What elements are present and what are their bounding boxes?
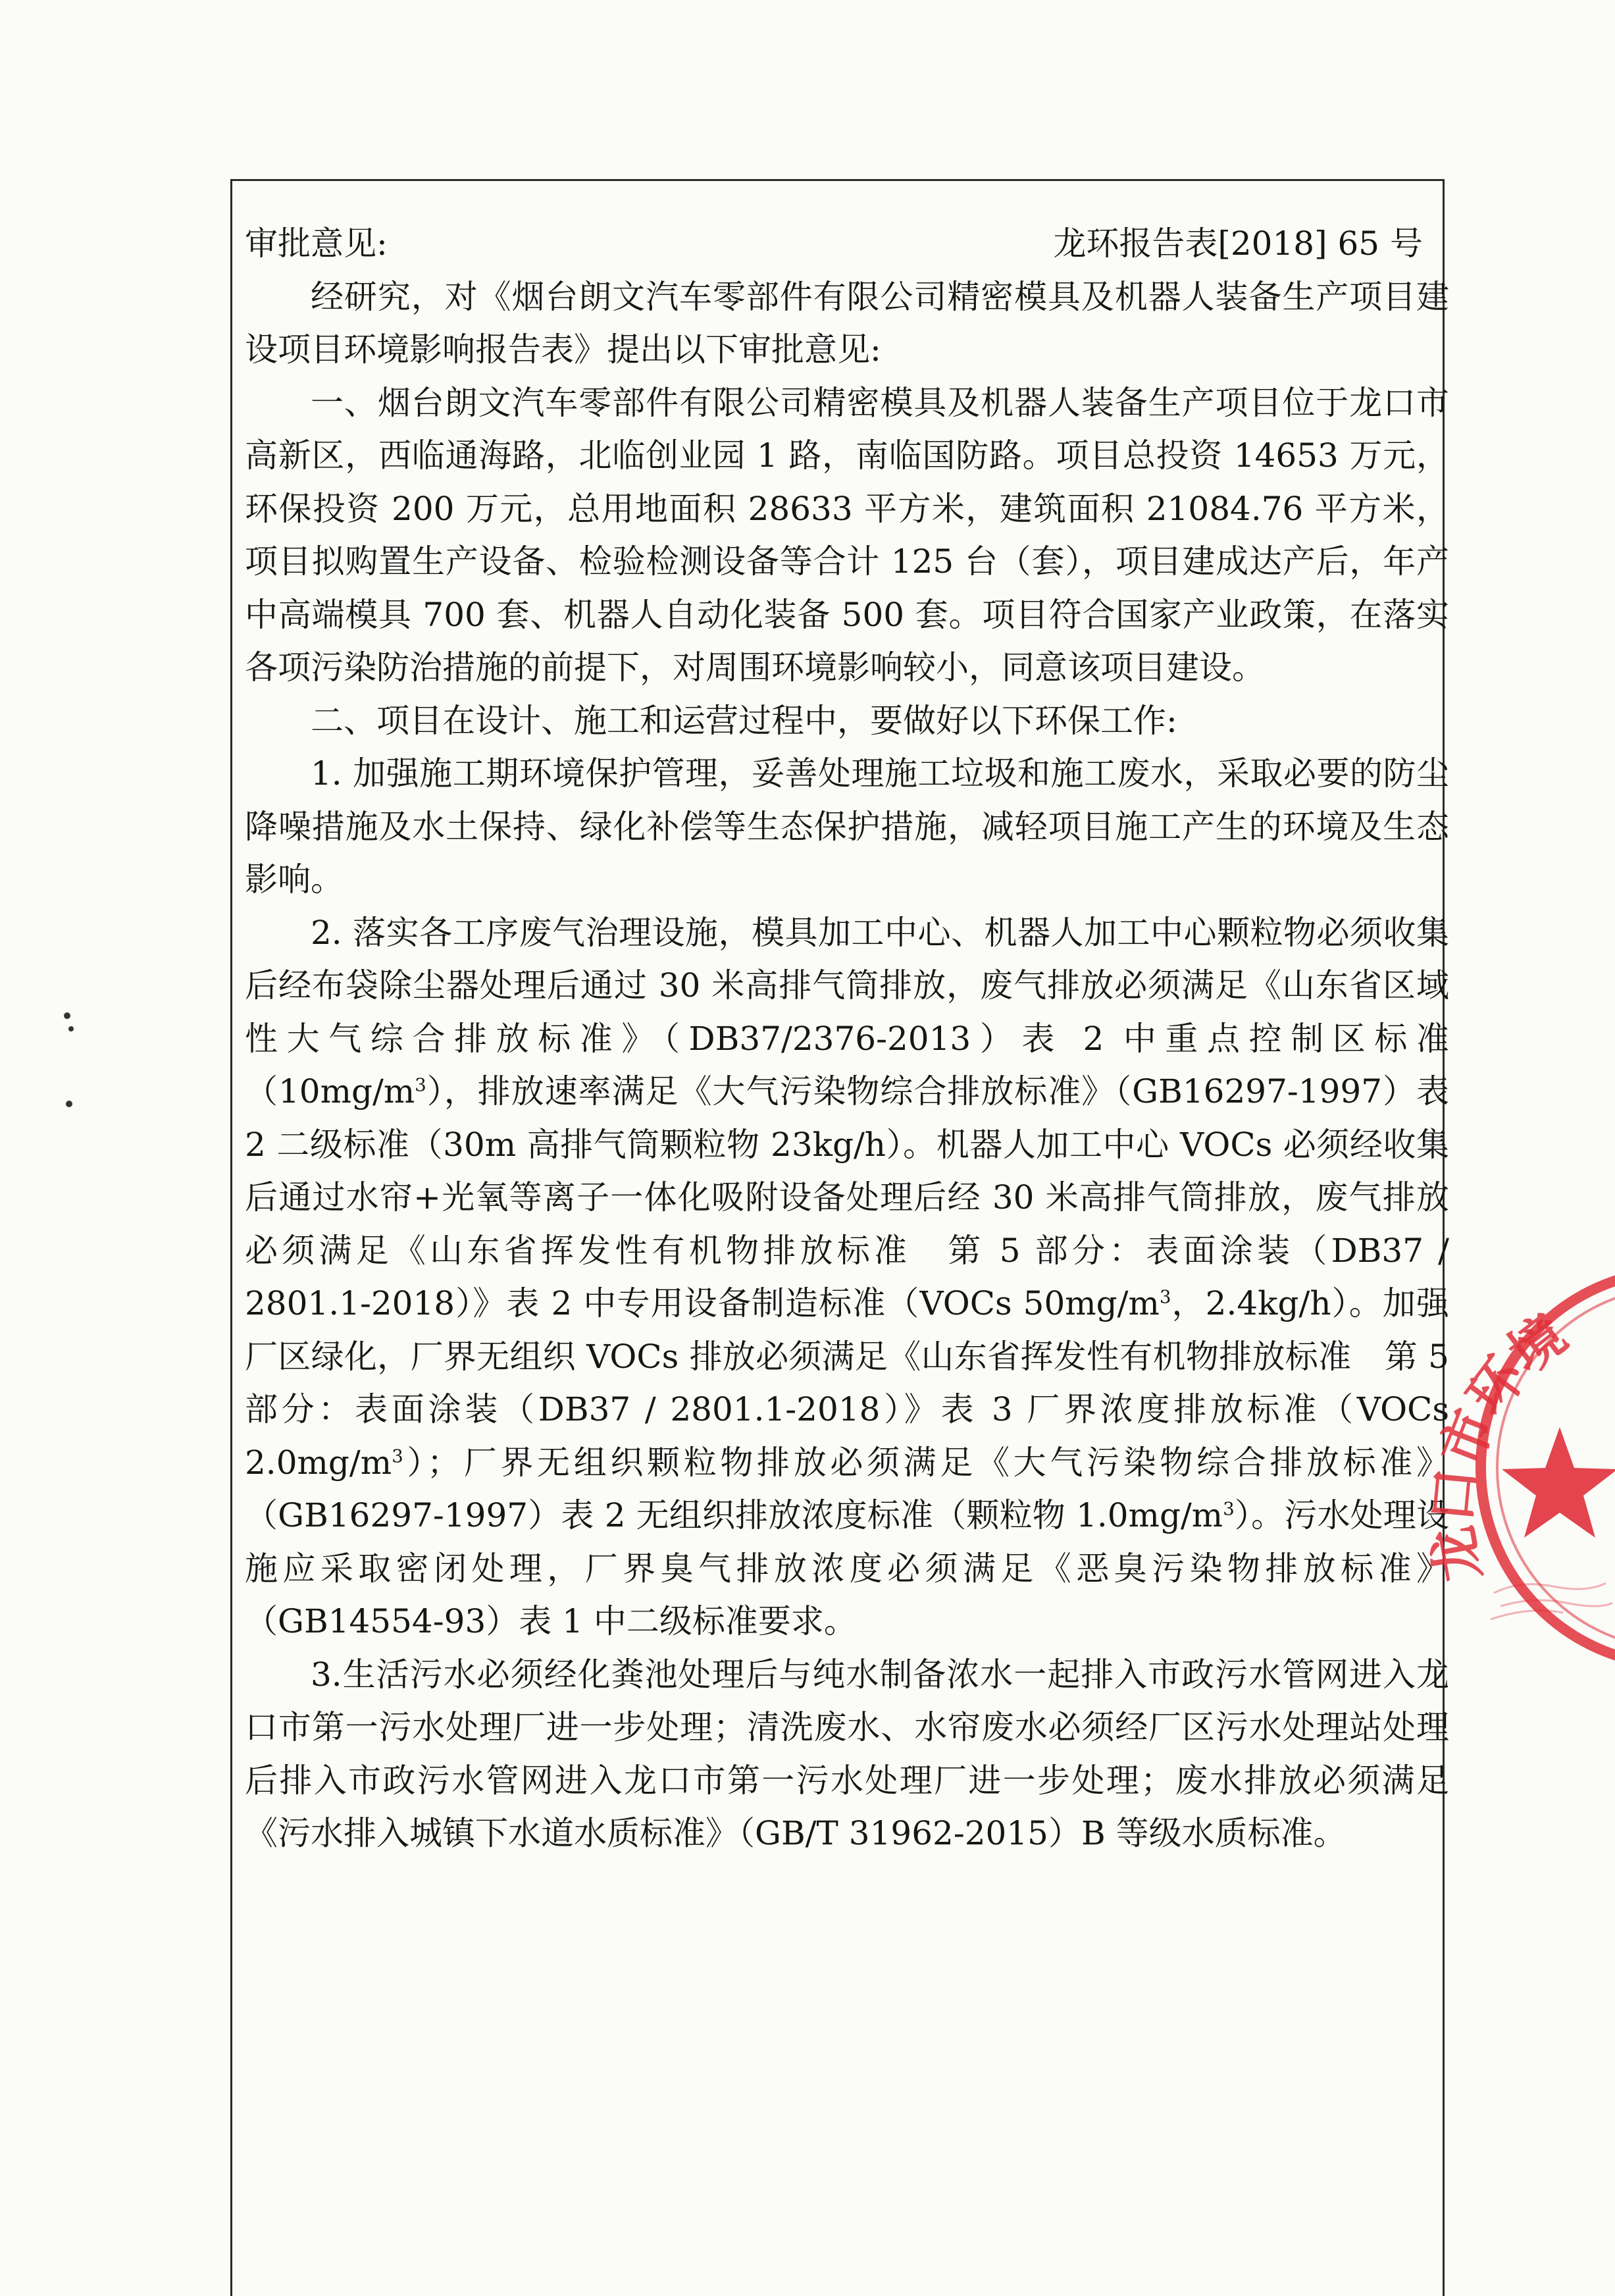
official-seal-stamp <box>1420 1251 1615 1672</box>
approval-label: 审批意见: <box>245 224 388 263</box>
header-line <box>245 217 1449 271</box>
exhaust-text-4: ）；厂界无组织颗粒物排放必须满足《大气污染物综合排放标准》（GB16297-1997）表 2 无组织排放浓度标准（颗粒物 1.0mg/m <box>245 1443 1449 1534</box>
exhaust-text-5: ）。污水处理设施应采取密闭处理，厂界臭气排放浓度必须满足《恶臭污染物排放标准》（GB14554-93）表 1 中二级标准要求。 <box>245 1496 1449 1640</box>
paragraph-project-overview: 一、烟台朗文汽车零部件有限公司精密模具及机器人装备生产项目位于龙口市高新区，西临通海路，北临创业园 1 路，南临国防路。项目总投资 14653 万元，环保投资 200 万元，总用地面积 28633 平方米，建筑面积 21084.76 平方米，项目拟购置生产设备、检验检测设备等合计 125 台（套），项目建成达产后，年产中高端模具 700 套、机器人自动化装备 500 套。项目符合国家产业政策，在落实各项污染防治措施的前提下，对周围环境影响较小，同意该项目建设。 <box>245 383 1449 687</box>
exhaust-text-2: ），排放速率满足《大气污染物综合排放标准》（GB16297-1997）表 2 二级标准（30m 高排气筒颗粒物 23kg/h）。机器人加工中心 VOCs 必须经收集后通过水帘+光氧等离子一体化吸附设备处理后经 30 米高排气筒排放，废气排放必须满足《山东省挥发性有机物排放标准 第 5 部分：表面涂装（DB37 / 2801.1-2018）》表 2 中专用设备制造标准（VOCs 50mg/m <box>245 1072 1449 1322</box>
approval-opinion-body <box>245 217 1449 1860</box>
superscript-cube-3: 3 <box>392 1445 403 1467</box>
document-number: 龙环报告表[2018] 65 号 <box>1053 224 1423 263</box>
superscript-cube-2: 3 <box>1159 1286 1171 1308</box>
superscript-cube-1: 3 <box>415 1074 426 1096</box>
binding-hole-marks <box>58 1010 84 1116</box>
paragraph-exhaust-treatment <box>245 906 1449 1648</box>
exhaust-text-3: ，2.4kg/h）。加强厂区绿化，厂界无组织 VOCs 排放必须满足《山东省挥发性有机物排放标准 第 5 部分：表面涂装（DB37 / 2801.1-2018）》表 3 厂界浓度排放标准（VOCs 2.0mg/m <box>245 1284 1449 1482</box>
superscript-cube-4: 3 <box>1223 1498 1235 1520</box>
paragraph-wastewater: 3.生活污水必须经化粪池处理后与纯水制备浓水一起排入市政污水管网进入龙口市第一污水处理厂进一步处理；清洗废水、水帘废水必须经厂区污水处理站处理后排入市政污水管网进入龙口市第一污水处理厂进一步处理；废水排放必须满足《污水排入城镇下水道水质标准》（GB/T 31962-2015）B 等级水质标准。 <box>245 1655 1449 1852</box>
paragraph-requirements-heading: 二、项目在设计、施工和运营过程中，要做好以下环保工作: <box>311 701 1177 740</box>
paragraph-construction-protection: 1. 加强施工期环境保护管理，妥善处理施工垃圾和施工废水，采取必要的防尘降噪措施及水土保持、绿化补偿等生态保护措施，减轻项目施工产生的环境及生态影响。 <box>245 754 1449 899</box>
exhaust-text-1: 2. 落实各工序废气治理设施，模具加工中心、机器人加工中心颗粒物必须收集后经布袋除尘器处理后通过 30 米高排气筒排放，废气排放必须满足《山东省区域性大气综合排放标准》（DB37/2376-2013）表 2 中重点控制区标准（10mg/m <box>245 913 1449 1110</box>
intro-paragraph: 经研究，对《烟台朗文汽车零部件有限公司精密模具及机器人装备生产项目建设项目环境影响报告表》提出以下审批意见: <box>245 277 1449 369</box>
seal-text: 龙口市环境 <box>1420 1303 1579 1586</box>
